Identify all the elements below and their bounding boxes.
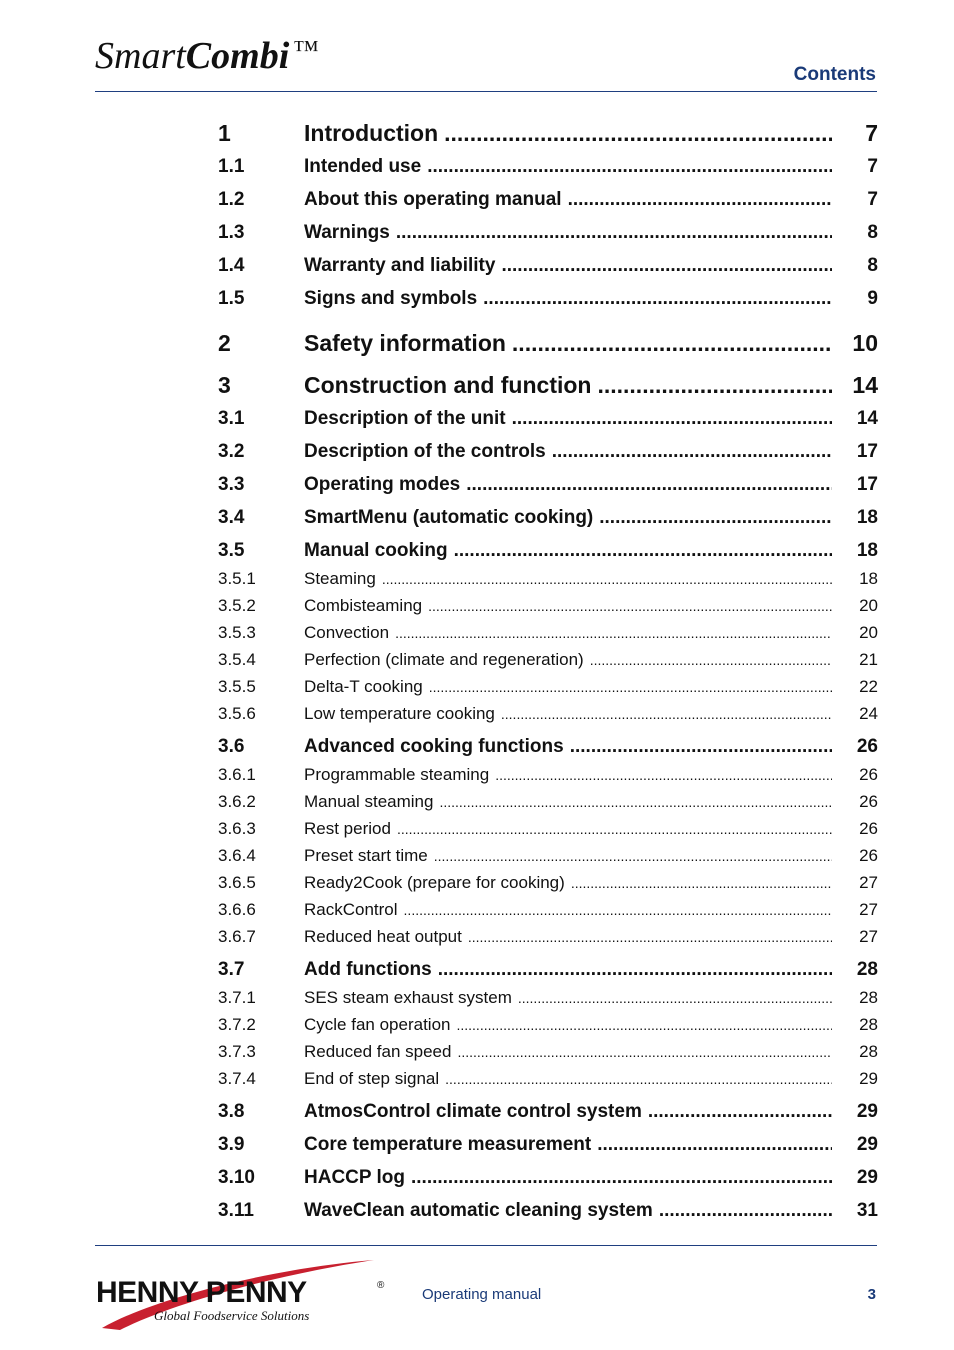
- toc-entry-title: Signs and symbols: [304, 288, 478, 309]
- toc-entry-leader: [429, 679, 832, 695]
- toc-entry-number: 3.5.4: [218, 650, 256, 669]
- toc-entry-leader: [568, 189, 832, 211]
- toc-entry-number: 3.5.2: [218, 596, 256, 615]
- logo-wordmark: HENNY PENNY: [96, 1276, 307, 1309]
- toc-entry-title: Add functions: [304, 959, 432, 980]
- toc-entry[interactable]: [218, 120, 878, 147]
- toc-entry-title: SmartMenu (automatic cooking): [304, 507, 594, 528]
- toc-entry-title: Manual steaming: [304, 792, 434, 811]
- logo-tagline: Global Foodservice Solutions: [154, 1308, 310, 1323]
- toc-entry-leader: [438, 959, 832, 981]
- toc-entry[interactable]: [218, 569, 878, 589]
- toc-entry-page: 26: [856, 736, 878, 757]
- toc-entry[interactable]: [218, 441, 878, 463]
- toc-entry-number: 3.7.4: [218, 1069, 256, 1088]
- toc-entry-number: 3.10: [218, 1167, 255, 1188]
- toc-entry-title: Perfection (climate and regeneration): [304, 650, 584, 669]
- toc-entry-leader: [501, 706, 832, 722]
- toc-entry[interactable]: [218, 189, 878, 211]
- toc-entry-leader: [382, 571, 832, 587]
- toc-entry-leader: [597, 372, 832, 399]
- toc-entry-leader: [648, 1101, 832, 1123]
- toc-entry[interactable]: [218, 900, 878, 920]
- toc-entry-number: 2: [218, 330, 231, 356]
- toc-entry-title: WaveClean automatic cleaning system: [304, 1200, 653, 1221]
- toc-entry-page: 18: [856, 507, 878, 528]
- toc-entry-title: Description of the unit: [304, 408, 506, 429]
- toc-entry-page: 29: [859, 1069, 878, 1088]
- footer-page-number: 3: [867, 1286, 876, 1303]
- toc-entry-leader: [597, 1134, 832, 1156]
- toc-entry-leader: [518, 990, 832, 1006]
- brand-title: [95, 34, 319, 78]
- toc-entry[interactable]: [218, 474, 878, 496]
- toc-entry-page: 18: [856, 540, 878, 561]
- toc-entry-number: 3.7.3: [218, 1042, 256, 1061]
- brand-trademark: ™: [293, 35, 319, 64]
- toc-entry[interactable]: [218, 540, 878, 562]
- toc-entry-number: 3.6.1: [218, 765, 256, 784]
- toc-entry[interactable]: [218, 1134, 878, 1156]
- toc-entry-number: 3.3: [218, 474, 245, 495]
- toc-entry-page: 26: [859, 765, 878, 784]
- toc-entry-title: RackControl: [304, 900, 398, 919]
- toc-entry-leader: [659, 1200, 832, 1222]
- toc-entry-page: 14: [852, 372, 878, 398]
- toc-entry-number: 3.9: [218, 1134, 245, 1155]
- toc-entry[interactable]: [218, 507, 878, 529]
- toc-entry-page: 29: [856, 1167, 878, 1188]
- toc-entry-title: Intended use: [304, 156, 422, 177]
- toc-entry[interactable]: [218, 255, 878, 277]
- toc-entry-number: 1.1: [218, 156, 245, 177]
- toc-entry-page: 14: [856, 408, 878, 429]
- toc-entry[interactable]: [218, 1101, 878, 1123]
- toc-entry-leader: [454, 540, 832, 562]
- toc-entry-leader: [457, 1044, 832, 1060]
- toc-entry-page: 27: [859, 927, 878, 946]
- toc-entry-leader: [599, 507, 832, 529]
- toc-entry-page: 26: [859, 792, 878, 811]
- toc-entry-number: 3.5.5: [218, 677, 256, 696]
- toc-entry-page: 17: [856, 441, 878, 462]
- toc-entry-leader: [427, 156, 832, 178]
- toc-entry-page: 22: [859, 677, 878, 696]
- toc-entry-leader: [411, 1167, 832, 1189]
- toc-entry-number: 3.7.1: [218, 988, 256, 1007]
- toc-entry-leader: [404, 902, 832, 918]
- toc-entry[interactable]: [218, 156, 878, 178]
- toc-entry-title: About this operating manual: [304, 189, 562, 210]
- toc-entry[interactable]: [218, 819, 878, 839]
- toc-entry[interactable]: [218, 765, 878, 785]
- toc-entry-number: 3.7.2: [218, 1015, 256, 1034]
- toc-entry-leader: [445, 1071, 832, 1087]
- toc-entry-page: 9: [867, 288, 878, 309]
- toc-entry-page: 24: [859, 704, 878, 723]
- toc-entry[interactable]: [218, 408, 878, 430]
- toc-entry-title: Warnings: [304, 222, 390, 243]
- toc-entry-number: 3.6.5: [218, 873, 256, 892]
- toc-entry-leader: [483, 288, 832, 310]
- toc-entry-title: Reduced fan speed: [304, 1042, 452, 1061]
- toc-entry-number: 3.5.3: [218, 623, 256, 642]
- toc-entry-number: 3.5.1: [218, 569, 256, 588]
- toc-entry-page: 28: [859, 1015, 878, 1034]
- toc-entry-number: 3.7: [218, 959, 245, 980]
- toc-entry-number: 3.6: [218, 736, 245, 757]
- toc-entry-title: Warranty and liability: [304, 255, 496, 276]
- toc-entry[interactable]: [218, 1200, 878, 1222]
- footer-manual-label: Operating manual: [422, 1286, 542, 1303]
- toc-entry-title: Description of the controls: [304, 441, 546, 462]
- toc-entry-leader: [395, 625, 832, 641]
- toc-entry-page: 7: [867, 189, 878, 210]
- toc-entry-leader: [444, 120, 832, 147]
- logo-registered: ®: [377, 1280, 385, 1291]
- toc-entry-page: 18: [859, 569, 878, 588]
- toc-entry-title: AtmosControl climate control system: [304, 1101, 642, 1122]
- toc-entry-title: HACCP log: [304, 1167, 405, 1188]
- toc-entry[interactable]: [218, 623, 878, 643]
- toc-entry-page: 26: [859, 846, 878, 865]
- toc-entry-title: Rest period: [304, 819, 391, 838]
- toc-entry-page: 17: [856, 474, 878, 495]
- toc-entry[interactable]: [218, 959, 878, 981]
- toc-entry[interactable]: [218, 650, 878, 670]
- toc-entry-leader: [428, 598, 832, 614]
- toc-entry[interactable]: [218, 288, 878, 310]
- brand-smart: Smart: [95, 35, 186, 77]
- toc-entry-title: Advanced cooking functions: [304, 736, 564, 757]
- toc-entry[interactable]: [218, 1069, 878, 1089]
- brand-combi: Combi: [185, 35, 290, 77]
- toc-entry[interactable]: [218, 596, 878, 616]
- section-title: Contents: [793, 64, 876, 85]
- toc-entry-title: Programmable steaming: [304, 765, 490, 784]
- toc-entry-number: 3.8: [218, 1101, 245, 1122]
- toc-entry-title: SES steam exhaust system: [304, 988, 512, 1007]
- toc-entry-title: Safety information: [304, 330, 506, 356]
- toc-entry-title: Convection: [304, 623, 390, 642]
- toc-entry-number: 3.1: [218, 408, 245, 429]
- toc-entry-title: Core temperature measurement: [304, 1134, 592, 1155]
- toc-entry-number: 1.3: [218, 222, 245, 243]
- toc-entry[interactable]: [218, 704, 878, 724]
- toc-entry[interactable]: [218, 927, 878, 947]
- toc-entry-title: Combisteaming: [304, 596, 423, 615]
- toc-entry-number: 3.5.6: [218, 704, 256, 723]
- toc-entry-number: 3.4: [218, 507, 245, 528]
- toc-entry-leader: [512, 330, 832, 357]
- toc-entry-number: 3.6.4: [218, 846, 256, 865]
- toc-entry-title: Ready2Cook (prepare for cooking): [304, 873, 565, 892]
- toc-entry-page: 8: [867, 255, 878, 276]
- toc-entry-page: 27: [859, 873, 878, 892]
- toc-entry-page: 28: [856, 959, 878, 980]
- toc-entry-number: 3.11: [218, 1200, 254, 1221]
- toc-entry-leader: [439, 794, 832, 810]
- toc-entry[interactable]: [218, 873, 878, 893]
- toc-entry-leader: [571, 875, 832, 891]
- toc-entry-number: 3: [218, 372, 231, 398]
- toc-entry[interactable]: [218, 677, 878, 697]
- toc-entry[interactable]: [218, 1015, 878, 1035]
- toc-entry-leader: [466, 474, 832, 496]
- toc-entry-title: Operating modes: [304, 474, 461, 495]
- toc-entry-page: 29: [856, 1101, 878, 1122]
- toc-entry-leader: [434, 848, 832, 864]
- toc-entry-leader: [590, 652, 832, 668]
- toc-entry-number: 3.6.2: [218, 792, 256, 811]
- toc-entry-page: 31: [856, 1200, 878, 1221]
- toc-entry-number: 1.2: [218, 189, 245, 210]
- toc-entry-page: 28: [859, 1042, 878, 1061]
- toc-entry-page: 20: [859, 623, 878, 642]
- toc-entry-leader: [570, 736, 832, 758]
- toc-entry[interactable]: [218, 1167, 878, 1189]
- toc-entry-number: 3.6.7: [218, 927, 256, 946]
- toc-entry-number: 3.6.6: [218, 900, 256, 919]
- toc-entry-number: 1.5: [218, 288, 245, 309]
- toc-entry-page: 27: [859, 900, 878, 919]
- toc-entry[interactable]: [218, 792, 878, 812]
- toc-entry-title: Preset start time: [304, 846, 428, 865]
- toc-entry-title: Cycle fan operation: [304, 1015, 451, 1034]
- toc-entry-leader: [397, 821, 832, 837]
- toc-entry-title: Manual cooking: [304, 540, 448, 561]
- toc-entry-number: 3.5: [218, 540, 245, 561]
- toc-entry[interactable]: [218, 846, 878, 866]
- toc-entry-leader: [495, 767, 832, 783]
- toc-entry-leader: [501, 255, 832, 277]
- toc-entry-number: 3.6.3: [218, 819, 256, 838]
- toc-entry-title: Reduced heat output: [304, 927, 462, 946]
- toc-entry[interactable]: [218, 1042, 878, 1062]
- toc-entry-leader: [396, 222, 832, 244]
- toc-entry-title: Steaming: [304, 569, 376, 588]
- toc-entry-title: Low temperature cooking: [304, 704, 495, 723]
- toc-entry-title: End of step signal: [304, 1069, 440, 1088]
- toc-entry-page: 20: [859, 596, 878, 615]
- toc-entry-leader: [468, 929, 832, 945]
- toc-entry-number: 1: [218, 120, 231, 146]
- header-divider: [95, 91, 877, 92]
- toc-entry[interactable]: [218, 736, 878, 758]
- toc-entry-title: Construction and function: [304, 372, 592, 398]
- toc-entry-page: 7: [865, 120, 878, 146]
- toc-entry[interactable]: [218, 372, 878, 399]
- toc-entry-page: 21: [859, 650, 878, 669]
- toc-entry-leader: [512, 408, 832, 430]
- toc-entry-page: 7: [867, 156, 878, 177]
- toc-entry-page: 26: [859, 819, 878, 838]
- henny-penny-logo: [94, 1258, 394, 1336]
- toc-entry-leader: [456, 1017, 832, 1033]
- toc-entry-page: 28: [859, 988, 878, 1007]
- toc-entry-number: 1.4: [218, 255, 245, 276]
- toc-entry-page: 29: [856, 1134, 878, 1155]
- toc-entry[interactable]: [218, 222, 878, 244]
- toc-entry-title: Delta-T cooking: [304, 677, 423, 696]
- toc-entry-leader: [552, 441, 832, 463]
- toc-entry-title: Introduction: [304, 120, 439, 146]
- footer-divider: [95, 1245, 877, 1246]
- toc-entry[interactable]: [218, 330, 878, 357]
- toc-entry[interactable]: [218, 988, 878, 1008]
- toc-entry-page: 10: [852, 330, 878, 356]
- toc-entry-page: 8: [867, 222, 878, 243]
- toc-entry-number: 3.2: [218, 441, 245, 462]
